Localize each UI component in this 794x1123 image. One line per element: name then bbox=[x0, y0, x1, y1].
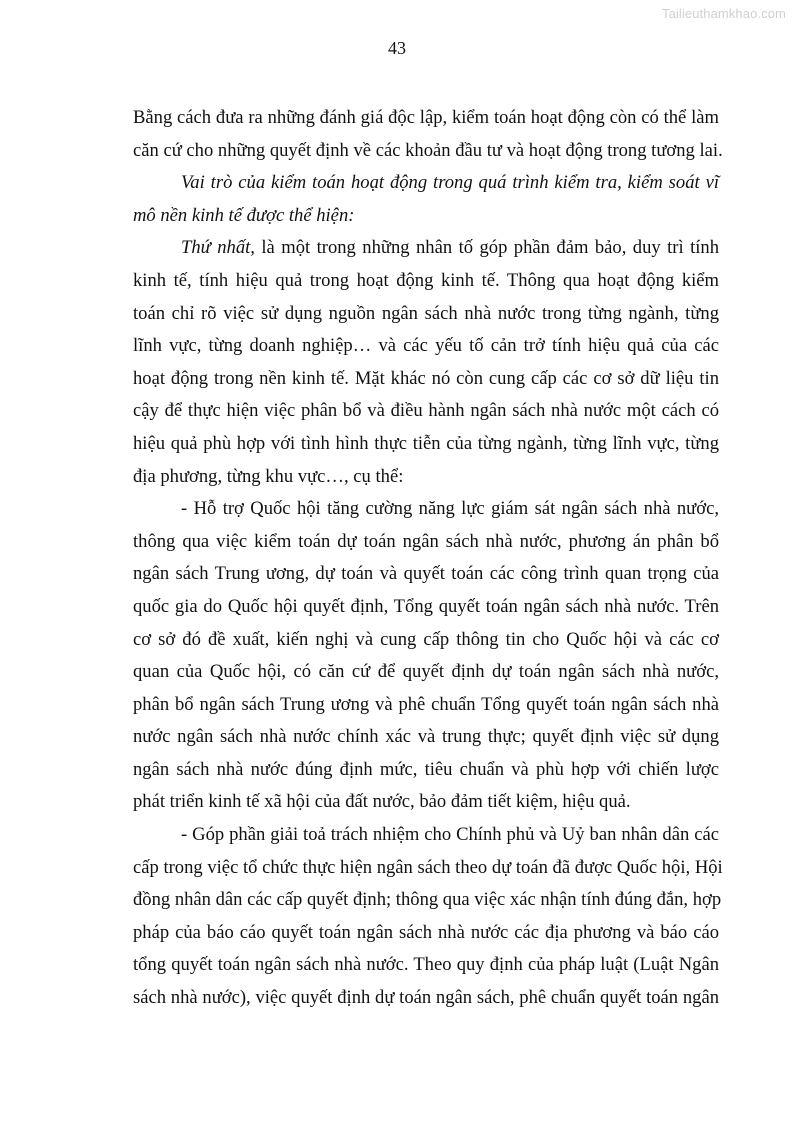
text-span: là một trong những nhân tố góp phần đảm bảo, duy trì tính bbox=[254, 237, 719, 259]
text-line: ngân sách nhà nước đúng định mức, tiêu chuẩn và phù hợp với chiến lược bbox=[133, 758, 719, 780]
watermark: Tailieuthamkhao.com bbox=[661, 6, 786, 21]
page-number: 43 bbox=[388, 38, 406, 58]
text-line: lĩnh vực, từng doanh nghiệp… và các yếu tố cản trở tính hiệu quả của các bbox=[133, 335, 719, 357]
bullet-line: - Góp phần giải toả trách nhiệm cho Chính phủ và Uỷ ban nhân dân các bbox=[181, 824, 719, 846]
text-line: hoạt động trong nền kinh tế. Mặt khác nó còn cung cấp các cơ sở dữ liệu tin bbox=[133, 367, 719, 389]
bullet-line: - Hỗ trợ Quốc hội tăng cường năng lực giám sát ngân sách nhà nước, bbox=[181, 498, 719, 520]
text-line: pháp của báo cáo quyết toán ngân sách nhà nước các địa phương và báo cáo bbox=[133, 921, 719, 943]
text-line bbox=[133, 234, 719, 267]
italic-heading-line: mô nền kinh tế được thể hiện: bbox=[133, 204, 355, 226]
text-line: phát triển kinh tế xã hội của đất nước, bảo đảm tiết kiệm, hiệu quả. bbox=[133, 791, 631, 813]
text-line: ngân sách Trung ương, dự toán và quyết toán các công trình quan trọng của bbox=[133, 563, 719, 585]
text-line: thông qua việc kiểm toán dự toán ngân sách nhà nước, phương án phân bổ bbox=[133, 530, 719, 552]
italic-heading-line: Vai trò của kiểm toán hoạt động trong quá trình kiểm tra, kiểm soát vĩ bbox=[181, 172, 719, 194]
text-line: cơ sở đó đề xuất, kiến nghị và cung cấp thông tin cho Quốc hội và các cơ bbox=[133, 628, 719, 650]
text-line: quan của Quốc hội, có căn cứ để quyết định dự toán ngân sách nhà nước, bbox=[133, 661, 719, 683]
text-line: cấp trong việc tổ chức thực hiện ngân sách theo dự toán đã được Quốc hội, Hội bbox=[133, 856, 723, 878]
text-line: căn cứ cho những quyết định về các khoản đầu tư và hoạt động trong tương lai. bbox=[133, 139, 723, 161]
text-line: toán chỉ rõ việc sử dụng nguồn ngân sách nhà nước trong từng ngành, từng bbox=[133, 302, 719, 324]
text-line: đồng nhân dân các cấp quyết định; thông qua việc xác nhận tính đúng đắn, hợp bbox=[133, 889, 722, 911]
text-line: cậy để thực hiện việc phân bổ và điều hành ngân sách nhà nước một cách có bbox=[133, 400, 719, 422]
text-line: quốc gia do Quốc hội quyết định, Tổng quyết toán ngân sách nhà nước. Trên bbox=[133, 595, 719, 617]
text-line: kinh tế, tính hiệu quả trong hoạt động kinh tế. Thông qua hoạt động kiểm bbox=[133, 269, 719, 291]
text-line: nước ngân sách nhà nước chính xác và trung thực; quyết định việc sử dụng bbox=[133, 726, 719, 748]
text-line: phân bổ ngân sách Trung ương và phê chuẩn Tổng quyết toán ngân sách nhà bbox=[133, 693, 719, 715]
text-line: hiệu quả phù hợp với tình hình thực tiễn của từng ngành, từng lĩnh vực, từng bbox=[133, 432, 719, 454]
text-line: Bằng cách đưa ra những đánh giá độc lập, kiểm toán hoạt động còn có thể làm bbox=[133, 107, 719, 128]
text-line: tổng quyết toán ngân sách nhà nước. Theo quy định của pháp luật (Luật Ngân bbox=[133, 954, 719, 976]
lead-italic: Thứ nhất, bbox=[181, 237, 255, 259]
text-line: sách nhà nước), việc quyết định dự toán ngân sách, phê chuẩn quyết toán ngân bbox=[133, 987, 719, 1009]
text-line: địa phương, từng khu vực…, cụ thể: bbox=[133, 465, 404, 487]
document-body bbox=[133, 104, 723, 1017]
